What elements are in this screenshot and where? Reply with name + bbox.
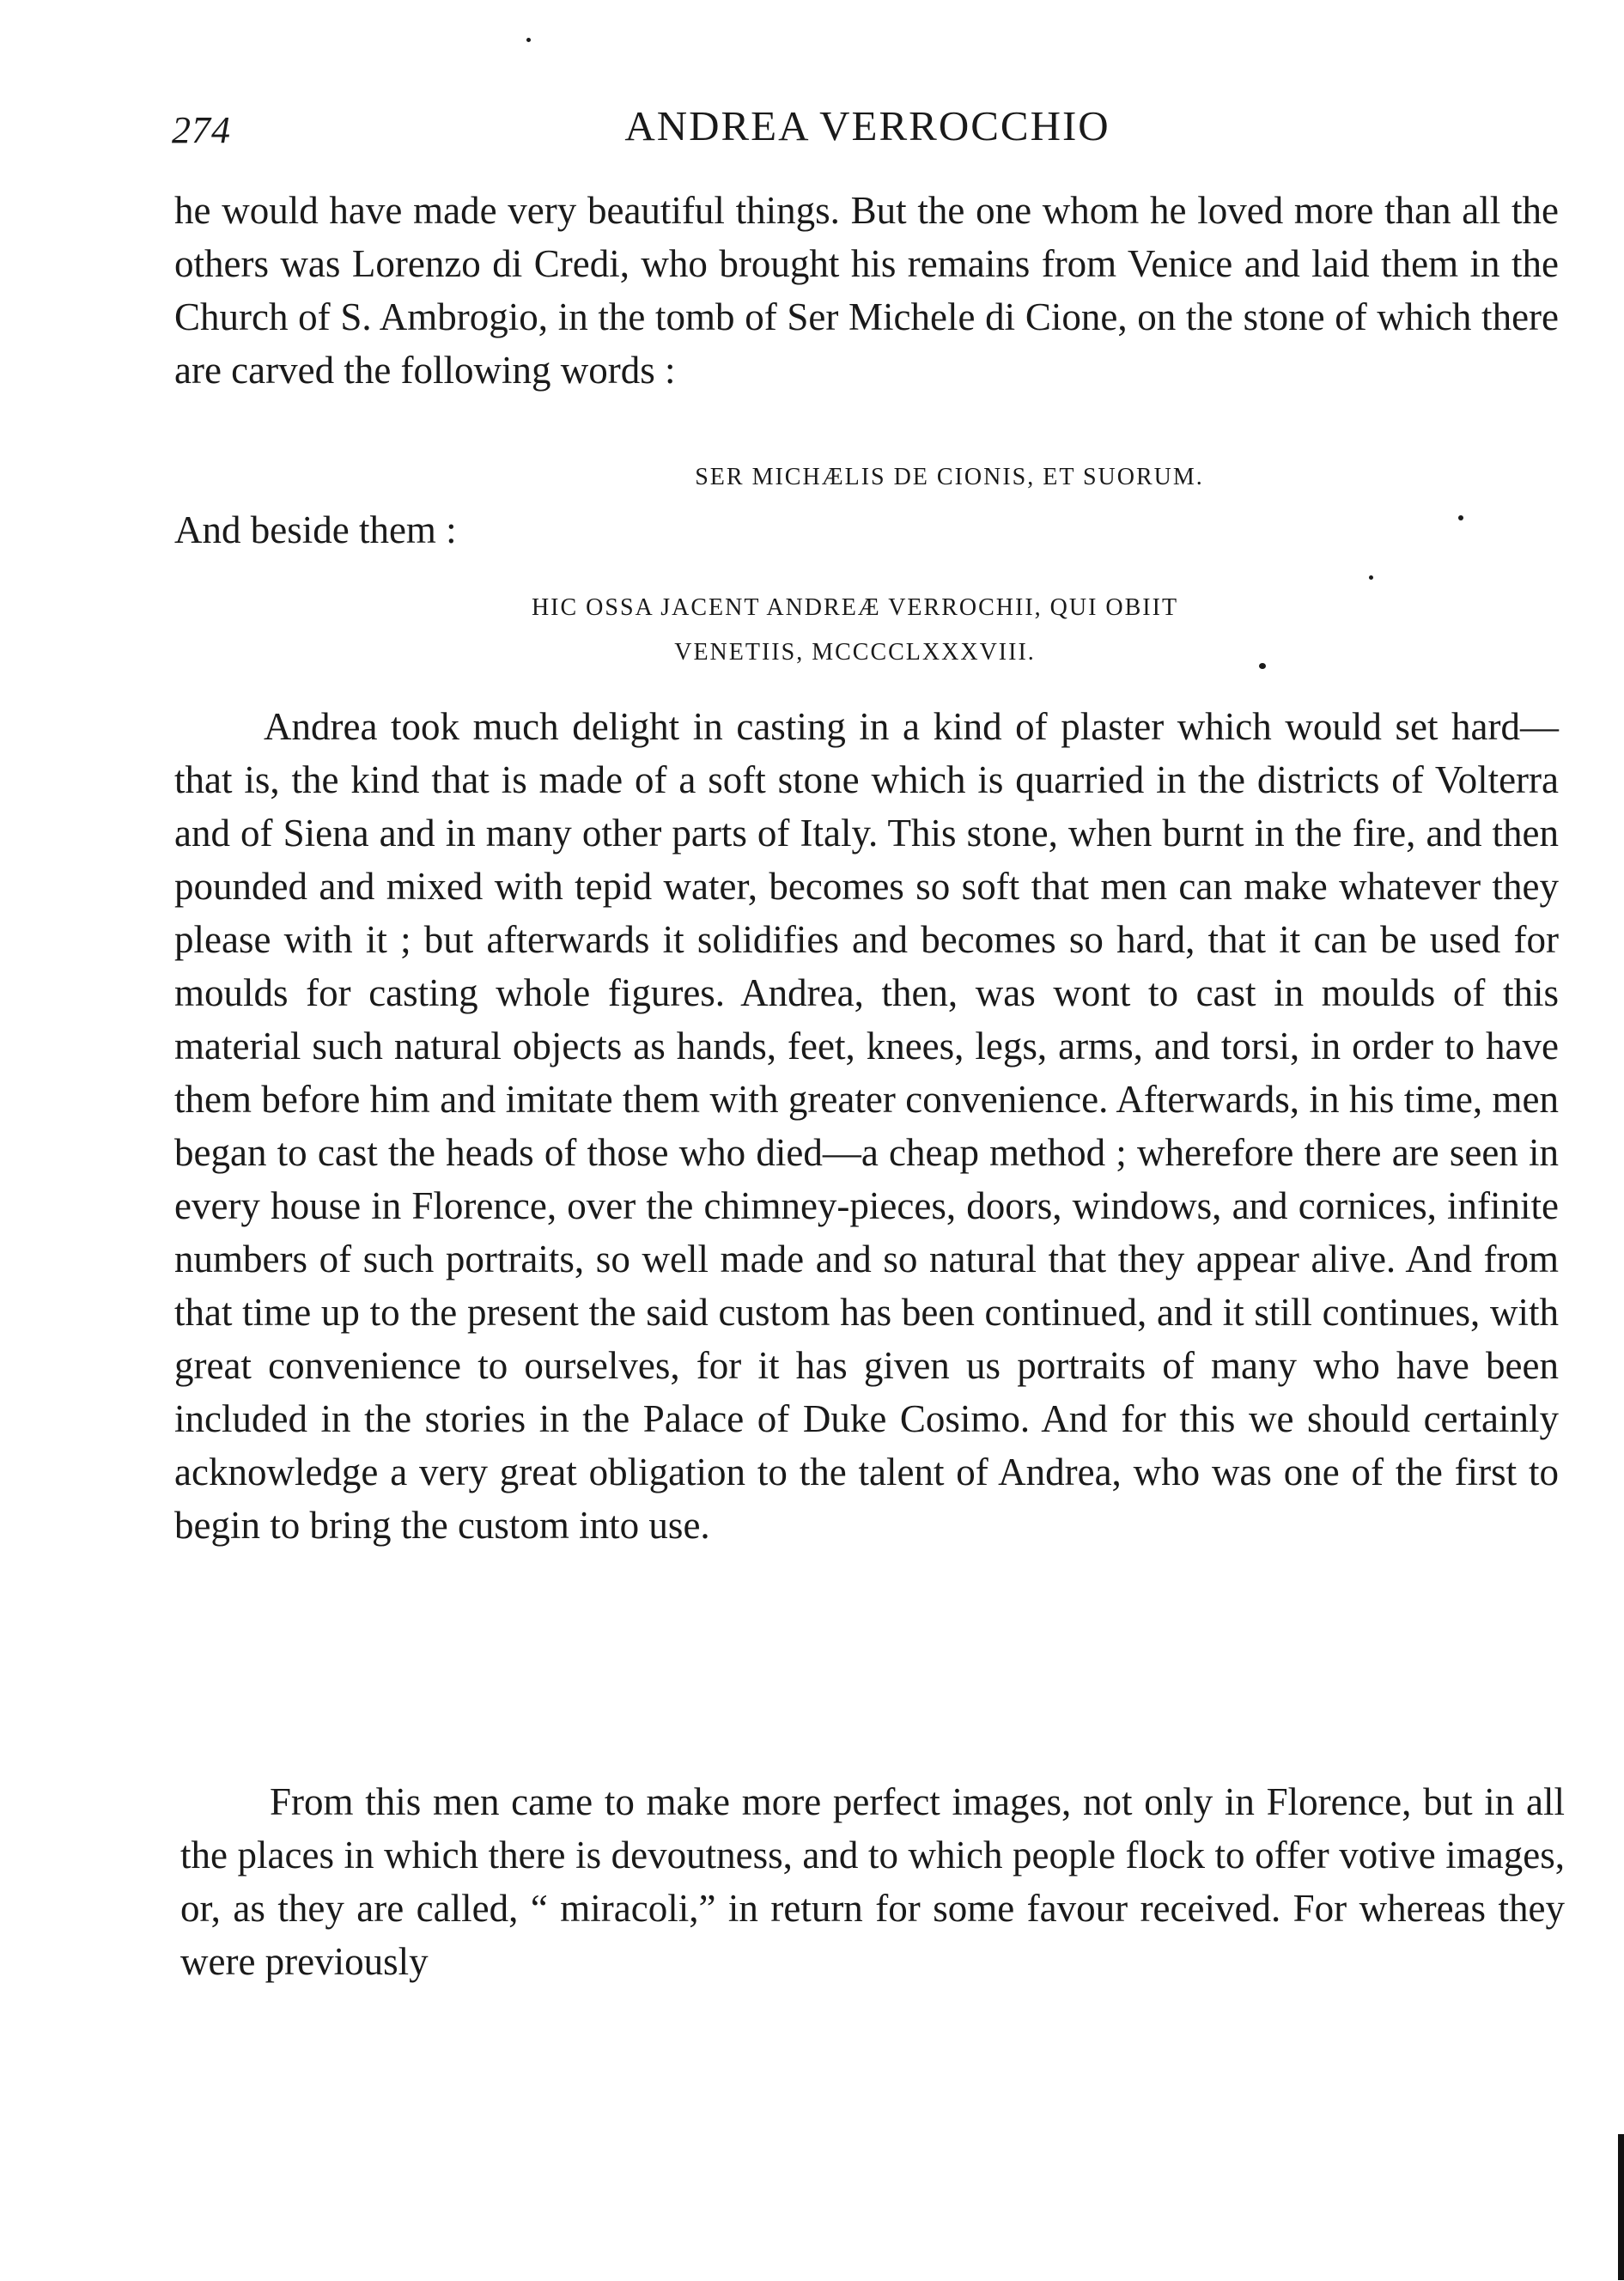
page-header	[172, 101, 1563, 161]
paragraph-3	[180, 1775, 1565, 1988]
paragraph-2	[174, 700, 1559, 1552]
paragraph-2-text: Andrea took much delight in casting in a kind of plaster which would set hard—that is, the kind that is made of a soft stone which is quarried in the districts of Volterra and of Siena and in many other parts of Italy. This stone, when burnt in the fire, and then pounded and mixed with tepid water, becomes so soft that men can make whatever they please with it ; but afterwards it solidifies and becomes so hard, that it can be used for moulds for casting whole figures. Andrea, then, was wont to cast in moulds of this material such natural objects as hands, feet, knees, legs, arms, and torsi, in order to have them before him and imitate them with greater convenience. Afterwards, in his time, men began to cast the heads of those who died—a cheap method ; wherefore there are seen in every house in Florence, over the chimney-pieces, doors, windows, and cornices, infinite numbers of such portraits, so well made and so natural that they appear alive. And from that time up to the present the said custom has been continued, and it still continues, with great convenience to ourselves, for it has given us portraits of many who have been included in the stories in the Palace of Duke Cosimo. And for this we should certainly acknowledge a very great obligation to the talent of Andrea, who was one of the first to begin to bring the custom into use.	[174, 705, 1559, 1547]
inscription-2	[43, 586, 1624, 675]
paragraph-1-text: he would have made very beautiful things. But the one whom he loved more than all the others was Lorenzo di Credi, who brought his remains from Venice and laid them in the Church of S. Ambrogio, in the tomb of Ser Michele di Cione, on the stone of which there are carved the following words :	[174, 189, 1559, 392]
paragraph-1	[174, 184, 1559, 397]
inscription-1: SER MICHÆLIS DE CIONIS, ET SUORUM.	[695, 464, 1204, 490]
page-number: 274	[172, 109, 231, 151]
beside-text: And beside them :	[174, 508, 457, 551]
paragraph-3-text: From this men came to make more perfect images, not only in Florence, but in all the places in which there is devoutness, and to which people flock to offer votive images, or, as they are called, “ miracoli,” in return for some favour received. For whereas they were previously	[180, 1780, 1565, 1983]
print-speck	[1369, 575, 1373, 580]
inscription-2-line-2: VENETIIS, MCCCCLXXXVIII.	[674, 639, 1036, 666]
running-title: ANDREA VERROCCHIO	[624, 102, 1110, 149]
print-speck	[1259, 663, 1266, 669]
print-speck	[1458, 515, 1463, 520]
page-edge-mark	[1618, 2134, 1624, 2280]
print-speck	[526, 38, 531, 42]
inscription-2-line-1: HIC OSSA JACENT ANDREÆ VERROCHII, QUI OBIIT	[531, 594, 1179, 621]
